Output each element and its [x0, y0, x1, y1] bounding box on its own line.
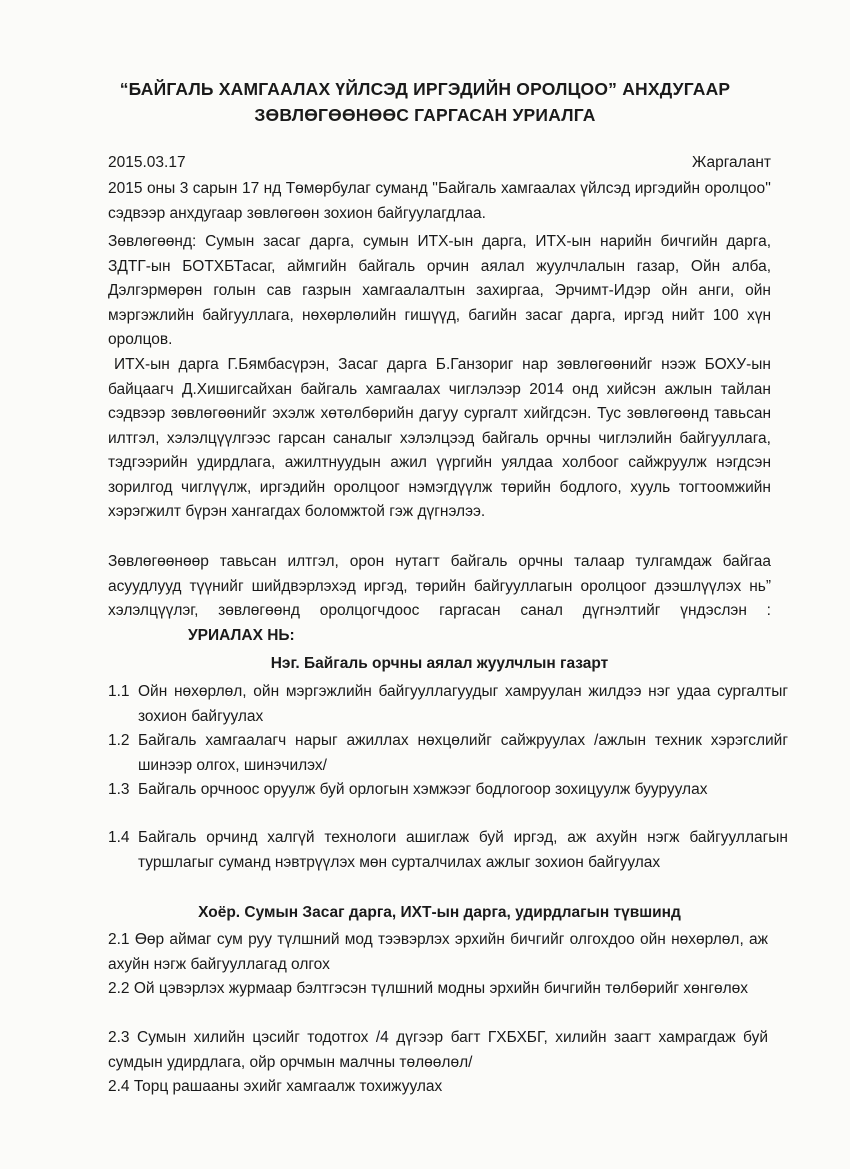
item-text: Өөр аймаг сум руу түлшний мод тээвэрлэх эрхийн бичгийг олгохдоо ойн нөхөрлөл, аж ахуйн нэгж байгууллагад олгох [108, 931, 769, 973]
intro-paragraph: 2015 оны 3 сарын 17 нд Төмөрбулаг суманд ''Байгаль хамгаалах үйлсэд иргэдийн оролцоо'' сэдвээр анхдугаар зөвлөгөөн зохион байгуулагдлаа. [108, 180, 771, 222]
item-text: Ойн нөхөрлөл, ойн мэргэжлийн байгууллагуудыг хамруулан жилдээ нэг удаа сургалтыг зохион байгуулах [138, 683, 788, 725]
item-number: 1.2 [108, 732, 130, 749]
document-date: 2015.03.17 [108, 154, 186, 171]
conclusion-paragraph [108, 550, 771, 648]
list-item [108, 928, 768, 977]
item-number: 1.4 [108, 829, 130, 846]
list-item [108, 977, 768, 1002]
list-item [108, 1026, 768, 1075]
list-item [108, 680, 788, 729]
conclusion-text: Зөвлөгөөнөөр тавьсан илтгэл, орон нутагт байгаль орчны талаар тулгамдаж байгаа асуудлууд түүнийг шийдвэрлэхэд иргэд, төрийн байгууллагын оролцоог дээшлүүлэх нь” хэлэлцүүлэг, зөвлөгөөнд оролцогчдоос гаргасан санал дүгнэлтийг үндэслэн : [108, 553, 771, 619]
item-text: Сумын хилийн цэсийг тодотгох /4 дүгээр багт ГХБХБГ, хилийн заагт хамрагдаж буй сумдын удирдлага, ойр орчмын малчны төлөөлөл/ [108, 1029, 769, 1071]
participants-paragraph: Зөвлөгөөнд: Сумын засаг дарга, сумын ИТХ-ын дарга, ИТХ-ын нарийн бичгийн дарга, ЗДТГ-ын БОТХБТасаг, аймгийн байгаль орчин аялал жуулчлалын газар, Ойн алба, Дэлгэрмөрөн голын сав газрын хамгаалалтын захиргаа, Эрчимт-Идэр ойн анги, ойн мэргэжлийн байгууллага, нөхөрлөлийн гишүүд, багийн засаг дарга, иргэд нийт 100 хүн оролцов. [108, 233, 771, 348]
item-number: 1.3 [108, 781, 130, 798]
item-number: 1.1 [108, 683, 130, 700]
title-line-1: “БАЙГАЛЬ ХАМГААЛАХ ҮЙЛСЭД ИРГЭДИЙН ОРОЛЦОО” АНХДУГААР [119, 79, 731, 99]
item-number: 2.4 [108, 1078, 130, 1095]
item-number: 2.1 [108, 931, 130, 948]
item-text: Байгаль орчинд халгүй технологи ашиглаж буй иргэд, аж ахуйн нэгж байгууллагын туршлагыг суманд нэвтрүүлэх мөн сурталчилах ажлыг зохион байгуулах [138, 829, 788, 871]
item-number: 2.3 [108, 1029, 130, 1046]
list-item [108, 826, 788, 875]
uriala-heading: УРИАЛАХ НЬ: [188, 626, 295, 644]
section-1-heading: Нэг. Байгаль орчны аялал жуулчлын газарт [270, 655, 609, 672]
item-text: Торц рашааны эхийг хамгаалж тохижуулах [133, 1078, 443, 1095]
list-item [108, 1075, 768, 1100]
list-item [108, 729, 788, 778]
item-text: Байгаль орчноос оруулж буй орлогын хэмжээг бодлогоор зохицуулж бууруулах [138, 781, 708, 798]
section-2-heading: Хоёр. Сумын Засаг дарга, ИХТ-ын дарга, удирдлагын түвшинд [198, 904, 681, 921]
document-title [60, 76, 790, 128]
item-text: Байгаль хамгаалагч нарыг ажиллах нөхцөлийг сайжруулах /ажлын техник хэрэгслийг шинээр олгох, шинэчилэх/ [138, 732, 788, 774]
opening-paragraph: ИТХ-ын дарга Г.Бямбасүрэн, Засаг дарга Б.Ганзориг нар зөвлөгөөнийг нээж БОХУ-ын байцаагч Д.Хишигсайхан байгаль хамгаалах чиглэлээр 2014 онд хийсэн ажлын тайлан сэдвээр зөвлөгөөнийг эхэлж хөтөлбөрийн дагуу сургалт хийгдсэн. Тус зөвлөгөөнд тавьсан илтгэл, хэлэлцүүлгээс гарсан саналыг хэлэлцээд байгаль орчны чиглэлийн байгууллага, тэдгээрийн удирдлага, ажилтнуудын ажил үүргийн уялдаа холбоог сайжруулж нэгдсэн зорилгод чиглүүлж, иргэдийн оролцоог нэмэгдүүлж төрийн бодлого, хууль тогтоомжийн хэрэгжилт бүрэн хангагдах боломжтой гэж дүгнэлээ. [108, 356, 771, 520]
item-text: Ой цэвэрлэх журмаар бэлтгэсэн түлшний модны эрхийн бичгийн төлбөрийг хөнгөлөх [133, 980, 749, 997]
item-number: 2.2 [108, 980, 130, 997]
list-item [108, 778, 788, 803]
document-place: Жаргалант [692, 154, 771, 171]
title-line-2: ЗӨВЛӨГӨӨНӨӨС ГАРГАСАН УРИАЛГА [254, 105, 596, 125]
